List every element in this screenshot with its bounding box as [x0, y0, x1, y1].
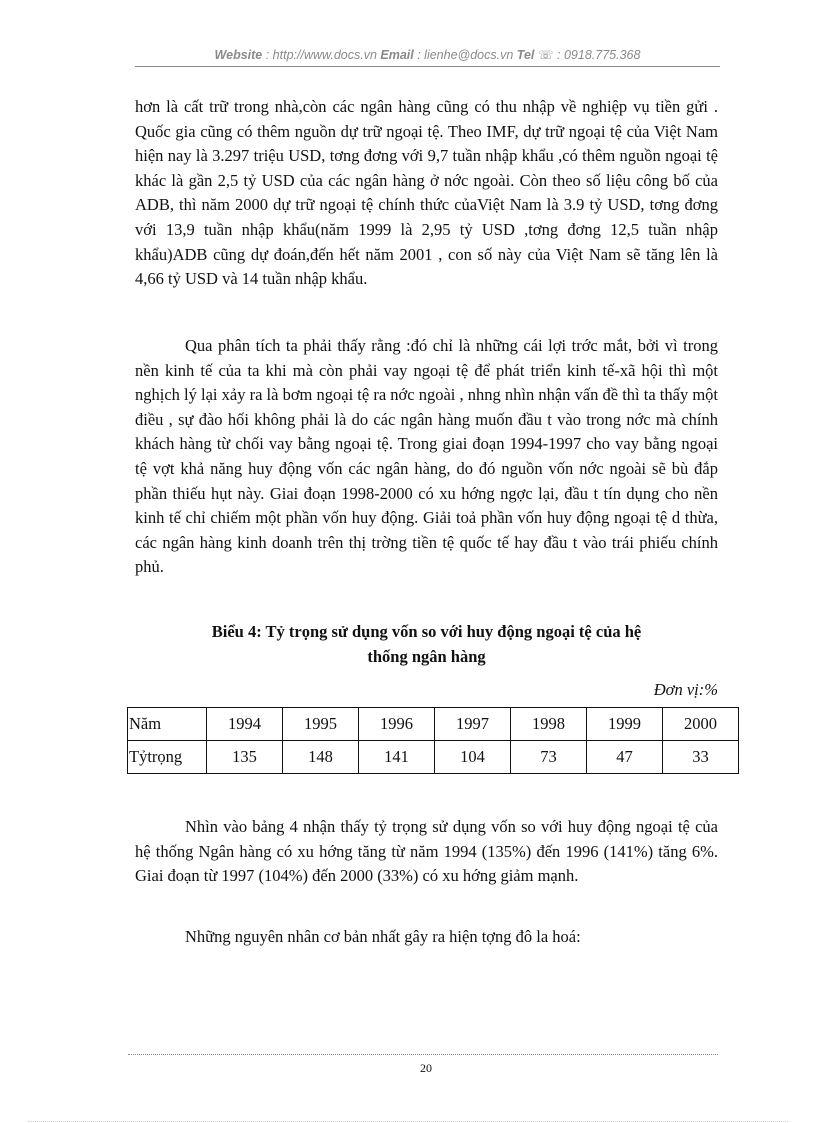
paragraph-analysis: Qua phân tích ta phải thấy rằng :đó chỉ là những cái lợi trớc mắt, bởi vì trong nền kinh tế của ta khi mà còn phải vay ngoại tệ để phát triển kinh tế-xã hội thì một nghịch lý lại xảy ra là bơm ngoại tệ ra nớc ngoài , nhng nhìn nhận vấn đề thì ta thấy một điều , sự đào hối không phải là do các ngân hàng muốn đầu t vào trong nớc mà chính khách hàng từ chối vay bằng ngoại tệ. Trong giai đoạn 1994-1997 cho vay bằng ngoại tệ vợt khả năng huy động vốn các ngân hàng, do đó nguồn vốn nớc ngoài sẽ bù đắp phần thiếu hụt này. Giai đoạn 1998-2000 có xu hớng ngợc lại, đầu t tín dụng cho nền kinh tế chỉ chiếm một phần vốn huy động. Giải toả phần vốn huy động ngoại tệ d thừa, các ngân hàng kinh doanh trên thị trờng tiền tệ quốc tế hay đầu t vào trái phiếu chính phủ.	[135, 336, 718, 577]
website-label: Website	[214, 48, 263, 62]
ratio-cell: 135	[207, 741, 283, 774]
year-cell: 1996	[359, 708, 435, 741]
tel-value: : 0918.775.368	[557, 48, 641, 62]
table-caption-line1: Biểu 4: Tỷ trọng sử dụng vốn so với huy động ngoại tệ của hệ	[211, 622, 642, 641]
footer-divider	[128, 1054, 718, 1055]
year-cell: 2000	[663, 708, 739, 741]
website-value[interactable]: : http://www.docs.vn	[265, 48, 377, 62]
year-cell: 1994	[207, 708, 283, 741]
ratio-cell: 148	[283, 741, 359, 774]
year-cell: 1997	[435, 708, 511, 741]
email-label: Email	[380, 48, 414, 62]
paragraph-foreign-reserves: hơn là cất trữ trong nhà,còn các ngân hàng cũng có thu nhập về nghiệp vụ tiền gửi . Quốc gia cũng có thêm nguồn dự trữ ngoại tệ. Theo IMF, dự trữ ngoại tệ của Việt Nam hiện nay là 3.297 triệu USD, tơng đơng với 9,7 tuần nhập khẩu ,có thêm nguồn ngoại tệ khác là gần 2,5 tỷ USD của các ngân hàng ở nớc ngoài. Còn theo số liệu công bố của ADB, thì năm 2000 dự trữ ngoại tệ chính thức củaViệt Nam là 3.9 tỷ USD, tơng đơng với 13,9 tuần nhập khẩu(năm 1999 là 2,95 tỷ USD ,tơng đơng 12,5 tuần nhập khẩu)ADB cũng dự đoán,đến hết năm 2001 , con số này của Việt Nam sẽ tăng lên là 4,66 tỷ USD và 14 tuần nhập khẩu.	[135, 97, 718, 289]
year-cell: 1999	[587, 708, 663, 741]
table-caption-line2: thống ngân hàng	[367, 646, 486, 666]
table-caption	[135, 620, 718, 669]
table-row-ratio	[128, 741, 739, 774]
table-unit: Đơn vị:%	[653, 680, 718, 699]
year-cell: 1995	[283, 708, 359, 741]
tel-label: Tel	[516, 48, 535, 62]
ratio-cell: 73	[511, 741, 587, 774]
header-divider	[135, 66, 720, 67]
row-label-year: Năm	[128, 708, 207, 741]
ratio-cell: 141	[359, 741, 435, 774]
table-row-year	[128, 708, 739, 741]
row-label-ratio: Tỷtrọng	[128, 741, 207, 774]
ratio-cell: 104	[435, 741, 511, 774]
year-cell: 1998	[511, 708, 587, 741]
paragraph-table-analysis: Nhìn vào bảng 4 nhận thấy tỷ trọng sử dụng vốn so với huy động ngoại tệ của hệ thống Ngân hàng có xu hớng tăng từ năm 1994 (135%) đến 1996 (141%) tăng 6%. Giai đoạn từ 1997 (104%) đến 2000 (33%) có xu hớng giảm mạnh.	[135, 817, 718, 886]
page-bottom-edge	[28, 1121, 788, 1122]
email-value[interactable]: : lienhe@docs.vn	[417, 48, 514, 62]
page-number: 20	[420, 1061, 432, 1075]
paragraph-causes-intro: Những nguyên nhân cơ bản nhất gây ra hiện tợng đô la hoá:	[185, 927, 581, 946]
page-header	[135, 47, 720, 62]
ratio-cell: 47	[587, 741, 663, 774]
phone-icon: ☏	[537, 48, 554, 62]
data-table	[127, 707, 739, 774]
ratio-cell: 33	[663, 741, 739, 774]
